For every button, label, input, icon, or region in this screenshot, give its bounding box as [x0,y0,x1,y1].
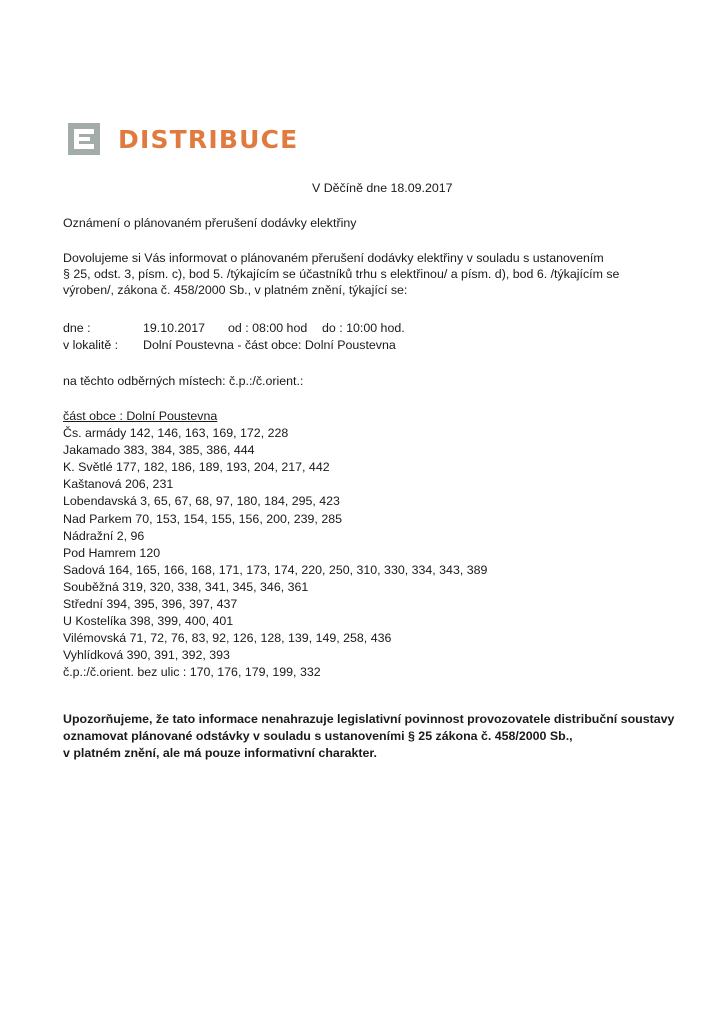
date-label: dne : [63,321,91,335]
street-row: Čs. armády 142, 146, 163, 169, 172, 228 [63,426,289,440]
notice-line-1: Upozorňujeme, že tato informace nenahrazuje legislativní povinnost provozovatele distribuční soustavy [63,712,675,726]
street-row: Vilémovská 71, 72, 76, 83, 92, 126, 128, 139, 149, 258, 436 [63,631,392,646]
date-value: 19.10.2017 [143,321,206,335]
street-row: č.p.:/č.orient. bez ulic : 170, 176, 179, 199, 332 [63,665,321,680]
street-row: Jakamado 383, 384, 385, 386, 444 [63,443,255,458]
location-value: Dolní Poustevna - část obce: Dolní Poustevna [143,338,396,352]
street-row: U Kostelíka 398, 399, 400, 401 [63,614,234,629]
location-label: v lokalitě : [63,338,119,352]
place-date: V Děčíně dne 18.09.2017 [312,181,453,195]
street-row: Nádražní 2, 96 [63,528,145,543]
street-row: Nad Parkem 70, 153, 154, 155, 156, 200, 239, 285 [63,511,342,526]
street-row: Kaštanová 206, 231 [63,477,174,492]
logo-text: DISTRIBUCE [118,124,299,154]
intro-line-3: výroben/, zákona č. 458/2000 Sb., v platném znění, týkající se: [63,283,408,297]
street-row: Pod Hamrem 120 [63,545,161,560]
intro-line-1: Dovolujeme si Vás informovat o plánovaném přerušení dodávky elektřiny v souladu s ustanovením [63,251,604,265]
company-logo [68,121,298,157]
street-row: Sadová 164, 165, 166, 168, 171, 173, 174, 220, 250, 310, 330, 334, 343, 389 [63,562,488,577]
places-intro: na těchto odběrných místech: č.p.:/č.orient.: [63,374,304,388]
street-row: Lobendavská 3, 65, 67, 68, 97, 180, 184, 295, 423 [63,494,340,509]
street-row: K. Světlé 177, 182, 186, 189, 193, 204, 217, 442 [63,460,330,475]
street-row: Vyhlídková 390, 391, 392, 393 [63,648,230,663]
subject-line: Oznámení o plánovaném přerušení dodávky elektřiny [63,216,357,230]
time-from: od : 08:00 hod [228,321,308,335]
street-row: Souběžná 319, 320, 338, 341, 345, 346, 361 [63,579,309,594]
time-to: do : 10:00 hod. [322,321,405,335]
schedule-date-row [63,320,405,336]
schedule-location-row [63,337,396,353]
street-row: Střední 394, 395, 396, 397, 437 [63,597,238,611]
intro-line-2: § 25, odst. 3, písm. c), bod 5. /týkajícím se účastníků trhu s elektřinou/ a písm. d), bod 6. /týkajícím se [63,267,620,281]
notice-line-2: oznamovat plánované odstávky v souladu s ustanoveními § 25 zákona č. 458/2000 Sb., [63,729,573,743]
section-title: část obce : Dolní Poustevna [63,409,218,423]
cez-logo-icon [68,123,100,155]
notice-line-3: v platném znění, ale má pouze informativní charakter. [63,746,377,760]
